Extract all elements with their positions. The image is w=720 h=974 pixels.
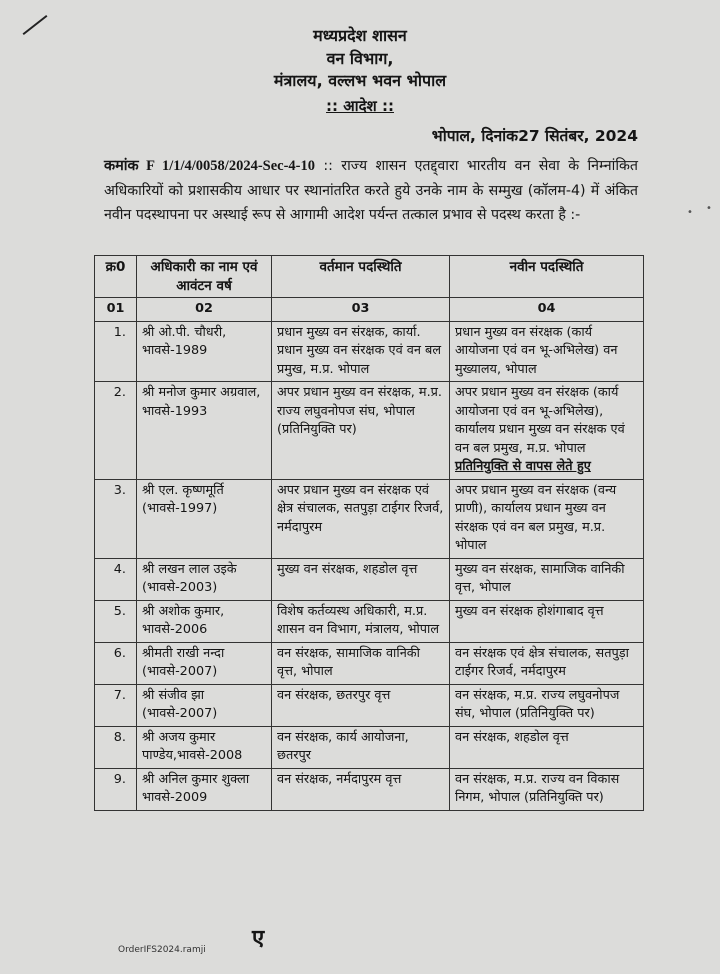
current-posting-cell [272, 642, 450, 684]
officer-name-cell-text: श्री अजय कुमार पाण्डेय,भावसे-2008 [142, 729, 243, 763]
new-posting-cell-text: अपर प्रधान मुख्य वन संरक्षक (वन्य प्राणी), कार्यालय प्रधान मुख्य वन संरक्षक एवं वन बल प्रमुख, म.प्र. भोपाल [455, 482, 617, 553]
officer-name-cell-text: श्री अशोक कुमार, भावसे-2006 [142, 603, 225, 637]
officer-name-cell [137, 382, 272, 480]
header-government: मध्यप्रदेश शासन [313, 26, 407, 45]
current-posting-cell-text: अपर प्रधान मुख्य वन संरक्षक, म.प्र. राज्य लघुवनोपज संघ, भोपाल (प्रतिनियुक्ति पर) [277, 385, 442, 437]
new-posting-cell [450, 726, 644, 768]
order-number: कमांक F 1/1/4/0058/2024-Sec-4-10 [104, 158, 315, 174]
officer-name-cell-text: श्री संजीव झा (भावसे-2007) [142, 687, 218, 721]
officer-name-cell-text: श्री मनोज कुमार अग्रवाल, भावसे-1993 [142, 385, 261, 419]
officer-name-cell-text: श्री एल. कृष्णमूर्ति (भावसे-1997) [142, 482, 224, 516]
new-posting-cell-text: वन संरक्षक, शहडोल वृत्त [455, 729, 569, 745]
officer-name-cell-text: श्री लखन लाल उइके (भावसे-2003) [142, 561, 237, 595]
current-posting-cell-text: वन संरक्षक, नर्मदापुरम वृत्त [277, 771, 402, 787]
serial-cell-text: 4. [113, 561, 126, 577]
serial-cell-text: 6. [113, 645, 126, 661]
serial-cell [95, 558, 137, 600]
new-posting-cell-text: वन संरक्षक, म.प्र. राज्य लघुवनोपज संघ, भोपाल (प्रतिनियुक्ति पर) [455, 687, 620, 721]
current-posting-cell [272, 382, 450, 480]
serial-cell-text: 7. [113, 687, 126, 703]
col-number: 01 [95, 298, 137, 322]
table-row [95, 382, 644, 480]
current-posting-cell [272, 600, 450, 642]
serial-cell-text: 2. [113, 385, 126, 400]
current-posting-cell-text: मुख्य वन संरक्षक, शहडोल वृत्त [277, 561, 418, 577]
officer-name-cell-text: श्री अनिल कुमार शुक्ला भावसे-2009 [142, 771, 250, 805]
col-header-current: वर्तमान पदस्थिति [272, 256, 450, 298]
serial-cell [95, 321, 137, 382]
current-posting-cell-text: वन संरक्षक, सामाजिक वानिकी वृत्त, भोपाल [277, 645, 420, 679]
new-posting-cell [450, 600, 644, 642]
col-number: 03 [272, 298, 450, 322]
current-posting-cell [272, 684, 450, 726]
officer-name-cell [137, 321, 272, 382]
scan-speck: • [687, 207, 693, 218]
officer-name-cell [137, 768, 272, 810]
column-number-row [95, 298, 644, 322]
officer-name-cell [137, 479, 272, 558]
new-posting-cell-text: अपर प्रधान मुख्य वन संरक्षक (कार्य आयोजना एवं वन भू-अभिलेख), कार्यालय प्रधान मुख्य वन संरक्षक एवं वन बल प्रमुख, म.प्र. भोपाल [455, 385, 625, 456]
order-title: :: आदेश :: [326, 97, 394, 115]
serial-cell [95, 479, 137, 558]
serial-cell-text: 3. [113, 482, 126, 498]
current-posting-cell [272, 558, 450, 600]
serial-cell-text: 5. [113, 603, 126, 619]
serial-cell [95, 600, 137, 642]
current-posting-cell [272, 768, 450, 810]
serial-cell-text: 1. [113, 324, 126, 340]
serial-cell [95, 382, 137, 480]
current-posting-cell-text: विशेष कर्तव्यस्थ अधिकारी, म.प्र. शासन वन विभाग, मंत्रालय, भोपाल [277, 603, 440, 637]
serial-cell [95, 768, 137, 810]
table-row [95, 768, 644, 810]
new-posting-cell [450, 642, 644, 684]
table-header-row [95, 256, 644, 298]
officer-name-cell-text: श्रीमती राखी नन्दा (भावसे-2007) [142, 645, 225, 679]
officer-name-cell-text: श्री ओ.पी. चौधरी, भावसे-1989 [142, 324, 227, 358]
current-posting-cell-text: अपर प्रधान मुख्य वन संरक्षक एवं क्षेत्र संचालक, सतपुड़ा टाईगर रिजर्व, नर्मदापुरम [277, 482, 444, 535]
footer-filename: OrderIFS2024.ramji [118, 945, 206, 955]
new-posting-cell [450, 479, 644, 558]
serial-cell-text: 8. [113, 729, 126, 745]
col-number: 02 [137, 298, 272, 322]
table-row [95, 726, 644, 768]
new-posting-cell [450, 684, 644, 726]
table-row [95, 600, 644, 642]
table-row [95, 684, 644, 726]
col-number: 04 [450, 298, 644, 322]
officer-name-cell [137, 642, 272, 684]
header-ministry: मंत्रालय, वल्लभ भवन भोपाल [273, 71, 447, 90]
table-row [95, 479, 644, 558]
serial-cell-text: 9. [113, 771, 126, 787]
col-header-new: नवीन पदस्थिति [450, 256, 644, 298]
transfer-table [94, 255, 644, 811]
posting-note: प्रतिनियुक्ति से वापस लेते हुए [455, 459, 591, 474]
current-posting-cell [272, 726, 450, 768]
scan-speck: • [706, 203, 712, 214]
current-posting-cell-text: वन संरक्षक, कार्य आयोजना, छतरपुर [277, 729, 409, 763]
current-posting-cell [272, 321, 450, 382]
officer-name-cell [137, 684, 272, 726]
order-body [104, 154, 638, 228]
serial-cell [95, 642, 137, 684]
new-posting-cell [450, 768, 644, 810]
table-row [95, 642, 644, 684]
new-posting-cell-text: वन संरक्षक एवं क्षेत्र संचालक, सतपुड़ा टाईगर रिजर्व, नर्मदापुरम [455, 645, 629, 679]
serial-cell [95, 726, 137, 768]
new-posting-cell-text: प्रधान मुख्य वन संरक्षक (कार्य आयोजना एवं वन भू-अभिलेख) वन मुख्यालय, भोपाल [455, 324, 618, 377]
officer-name-cell [137, 726, 272, 768]
col-header-serial: क्र0 [95, 256, 137, 298]
new-posting-cell-text: मुख्य वन संरक्षक, सामाजिक वानिकी वृत्त, भोपाल [455, 561, 625, 595]
new-posting-cell-text: वन संरक्षक, म.प्र. राज्य वन विकास निगम, भोपाल (प्रतिनियुक्ति पर) [455, 771, 620, 805]
new-posting-cell-text: मुख्य वन संरक्षक होशंगाबाद वृत्त [455, 603, 604, 619]
signature-mark: ए [252, 926, 265, 951]
header-department: वन विभाग, [326, 49, 394, 68]
table-row [95, 321, 644, 382]
officer-name-cell [137, 558, 272, 600]
current-posting-cell-text: वन संरक्षक, छतरपुर वृत्त [277, 687, 391, 703]
current-posting-cell-text: प्रधान मुख्य वन संरक्षक, कार्या. प्रधान मुख्य वन संरक्षक एवं वन बल प्रमुख, म.प्र. भोपाल [277, 324, 442, 377]
current-posting-cell [272, 479, 450, 558]
serial-cell [95, 684, 137, 726]
order-date: भोपाल, दिनांक27 सितंबर, 2024 [431, 127, 638, 145]
new-posting-cell [450, 382, 644, 480]
table-row [95, 558, 644, 600]
new-posting-cell [450, 558, 644, 600]
new-posting-cell [450, 321, 644, 382]
officer-name-cell [137, 600, 272, 642]
order-text: :: राज्य शासन एतद्द्वारा भारतीय वन सेवा के निम्नांकित अधिकारियों को प्रशासकीय आधार पर स्थानांतरित करते हुये उनके नाम के सम्मुख (कॉलम-4) में अंकित नवीन पदस्थापना पर अस्थाई रूप से आगामी आदेश पर्यन्त तत्काल प्रभाव से पदस्थ करता है :- [104, 158, 638, 223]
col-header-name: अधिकारी का नाम एवं आवंटन वर्ष [137, 256, 272, 298]
